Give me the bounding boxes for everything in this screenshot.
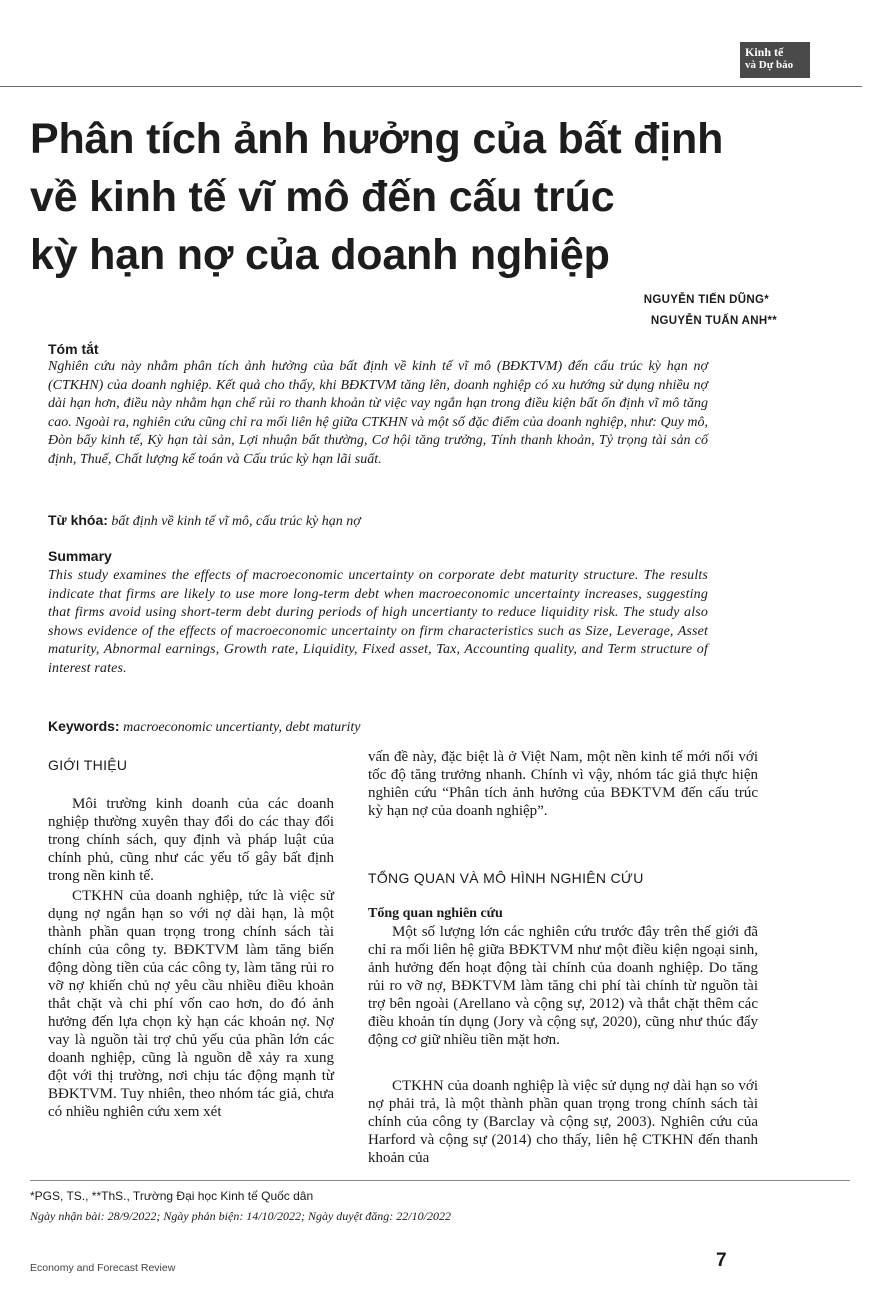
- keywords-en: [48, 718, 361, 736]
- review-subheading: Tổng quan nghiên cứu: [368, 906, 503, 921]
- intro-paragraph-2: CTKHN của doanh nghiệp, tức là việc sử dụng nợ ngắn hạn so với nợ dài hạn, là một thành phần quan trọng trong chính sách tài chính của công ty. BĐKTVM làm tăng biến động dòng tiền của các công ty, làm tăng rủi ro vỡ nợ khiến chủ nợ yêu cầu nhiều điều khoản thắt chặt và chi phí vốn cao hơn, do đó ảnh hưởng đến lựa chọn kỳ hạn các khoản nợ. Nợ vay là nguồn tài trợ chủ yếu của phần lớn các doanh nghiệp, cũng là nguồn dễ xảy ra xung đột với thị trường, nơi chịu tác động mạnh từ BĐKTVM. Tuy nhiên, theo nhóm tác giả, chưa có nhiều nghiên cứu xem xét: [48, 888, 334, 1120]
- intro-paragraph-1: Môi trường kinh doanh của các doanh nghiệp thường xuyên thay đổi do các thay đổi trong chính sách, quy định và pháp luật của chính phủ, cũng như các yếu tố gây bất định trong nền kinh tế.: [48, 796, 334, 884]
- keywords-vi-value: bất định về kinh tế vĩ mô, cấu trúc kỳ hạn nợ: [111, 514, 361, 529]
- title-line-1: Phân tích ảnh hưởng của bất định: [30, 115, 724, 163]
- keywords-en-label: Keywords:: [48, 718, 120, 734]
- footnote-affiliation: *PGS, TS., **ThS., Trường Đại học Kinh tế Quốc dân: [30, 1189, 314, 1203]
- journal-logo-badge: [740, 42, 810, 78]
- page-number: 7: [716, 1250, 727, 1271]
- title-line-3: kỳ hạn nợ của doanh nghiệp: [30, 231, 610, 279]
- intro-paragraph-3: vấn đề này, đặc biệt là ở Việt Nam, một nền kinh tế mới nổi với tốc độ tăng trưởng nhanh. Chính vì vậy, nhóm tác giả thực hiện nghiên cứu “Phân tích ảnh hưởng của BĐKTVM đến cấu trúc kỳ hạn nợ của doanh nghiệp”.: [368, 749, 758, 819]
- header-divider: [0, 86, 862, 87]
- review-heading: TỔNG QUAN VÀ MÔ HÌNH NGHIÊN CỨU: [368, 870, 644, 886]
- review-paragraph-2: CTKHN của doanh nghiệp là việc sử dụng nợ dài hạn so với nợ phải trả, là một thành phần quan trọng trong chính sách tài chính của công ty (Barclay và cộng sự, 2003). Nghiên cứu của Harford và cộng sự (2014) cho thấy, liên hệ CTKHN đến thanh khoản của: [368, 1078, 758, 1166]
- footer-journal-name: Economy and Forecast Review: [30, 1262, 176, 1274]
- keywords-vi: [48, 512, 361, 530]
- intro-heading: GIỚI THIỆU: [48, 757, 128, 773]
- journal-logo-line2: và Dự báo: [745, 59, 794, 71]
- summary-text: This study examines the effects of macroeconomic uncertainty on corporate debt maturity structure. The results indicate that firms are likely to use more long-term debt when macroeconomic uncertainty increases, suggesting that firms avoid using short-term debt during periods of high uncertianty to reduce liquidity risk. The study also shows evidence of the effects of macroeconomic uncertainty on firm characteristics such as Size, Leverage, Asset maturity, Abnormal earnings, Growth rate, Liquidity, Fixed asset, Tax, Accounting quality, and Term structure of interest rates.: [48, 568, 708, 676]
- footnote-divider: [30, 1180, 850, 1181]
- keywords-en-value: macroeconomic uncertianty, debt maturity: [123, 720, 361, 735]
- author-2: NGUYỄN TUẤN ANH**: [650, 315, 777, 327]
- title-line-2: về kinh tế vĩ mô đến cấu trúc: [30, 173, 615, 221]
- review-paragraph-1: Một số lượng lớn các nghiên cứu trước đây trên thế giới đã chỉ ra mối liên hệ giữa BĐKTVM như một điều kiện ngoại sinh, ảnh hưởng đến hoạt động tài chính của doanh nghiệp. Do tăng rủi ro vỡ nợ, BĐKTVM làm tăng chi phí tài chính từ nguồn tài trợ bên ngoài (Arellano và cộng sự, 2012) và thắt chặt thêm các điều khoản tín dụng (Jory và cộng sự, 2020), cũng như thúc đẩy động cơ giữ nhiều tiền mặt hơn.: [368, 924, 758, 1048]
- summary-heading: Summary: [48, 548, 112, 564]
- abstract-vi-heading: Tóm tắt: [48, 341, 99, 357]
- abstract-vi-text: Nghiên cứu này nhằm phân tích ảnh hưởng của bất định về kinh tế vĩ mô (BĐKTVM) đến cấu trúc kỳ hạn nợ (CTKHN) của doanh nghiệp. Kết quả cho thấy, khi BĐKTVM tăng lên, doanh nghiệp có xu hướng sử dụng nhiều nợ dài hạn hơn, điều này nhằm hạn chế rủi ro thanh khoản từ việc vay ngắn hạn trong điều kiện bất ổn định vĩ mô tăng cao. Ngoài ra, nghiên cứu cũng chỉ ra mối liên hệ giữa CTKHN và một số đặc điểm của doanh nghiệp, như: Quy mô, Đòn bẩy kinh tế, Kỳ hạn tài sản, Lợi nhuận bất thường, Cơ hội tăng trưởng, Tính thanh khoản, Tỷ trọng tài sản cố định, Thuế, Chất lượng kế toán và Cấu trúc kỳ hạn lãi suất.: [48, 359, 708, 467]
- journal-logo-line1: Kinh tế: [745, 45, 784, 59]
- article-title: [30, 110, 850, 284]
- footnote-dates: Ngày nhận bài: 28/9/2022; Ngày phản biện: 14/10/2022; Ngày duyệt đăng: 22/10/2022: [30, 1209, 451, 1223]
- keywords-vi-label: Từ khóa:: [48, 512, 108, 528]
- author-1: NGUYỄN TIẾN DŨNG*: [643, 294, 769, 306]
